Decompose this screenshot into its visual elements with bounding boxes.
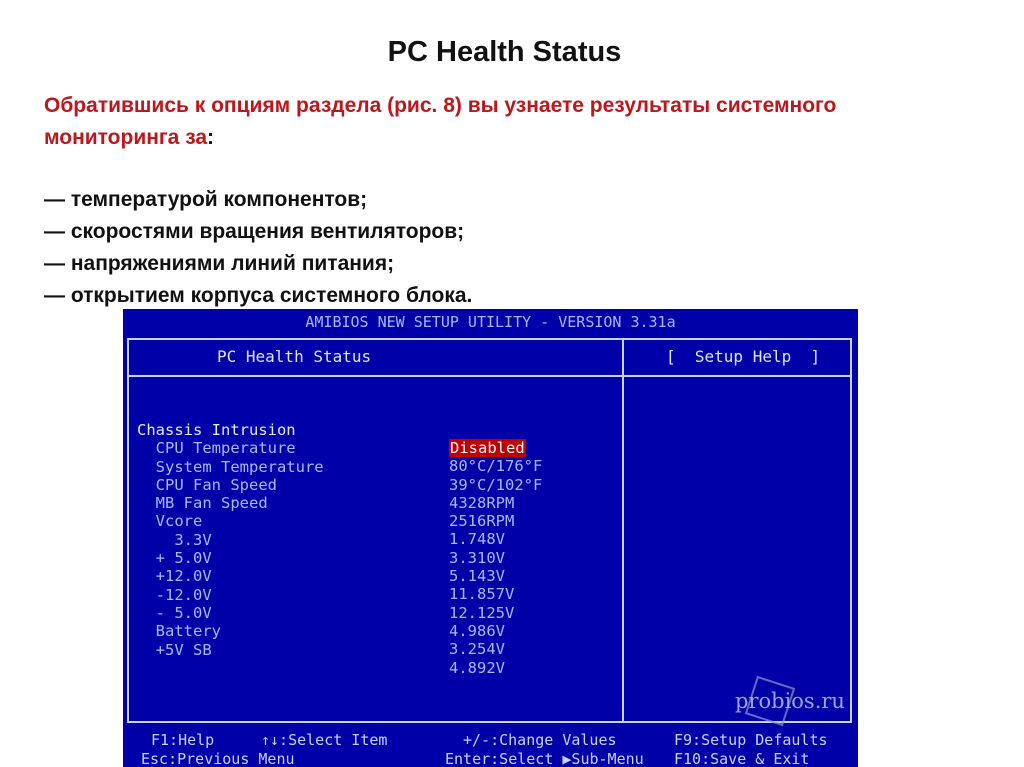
row-label: System Temperature	[137, 457, 324, 476]
sub-menu-hint: Enter:Select ▶Sub-Menu	[445, 750, 644, 767]
row-value: 4.986V	[449, 621, 505, 640]
watermark: probios.ru	[735, 689, 845, 713]
row-value: 3.310V	[449, 548, 505, 567]
row-label: Battery	[137, 622, 221, 641]
row-label: + 5.0V	[137, 549, 212, 568]
row-label: Chassis Intrusion	[137, 421, 296, 439]
bullet-item: — скоростями вращения вентиляторов;	[44, 220, 465, 243]
row-label: - 5.0V	[137, 603, 212, 622]
bullet-list	[44, 184, 472, 312]
setup-help-title: [ Setup Help ]	[666, 347, 821, 366]
bios-screen	[123, 309, 858, 767]
slide-title: PC Health Status	[387, 36, 622, 68]
row-label: +5V SB	[137, 640, 212, 659]
row-label: MB Fan Speed	[137, 494, 268, 513]
row-label: CPU Fan Speed	[137, 475, 277, 494]
f1-help-hint: F1:Help	[151, 731, 215, 749]
row-value: 80°C/176°F	[449, 457, 543, 476]
row-value: 4.892V	[449, 658, 505, 677]
setup-defaults-hint: F9:Setup Defaults	[674, 731, 828, 749]
row-value: 4328RPM	[449, 493, 515, 512]
frame-divider-horizontal	[129, 375, 850, 377]
row-label: CPU Temperature	[137, 439, 296, 458]
bullet-item: — открытием корпуса системного блока.	[44, 284, 473, 307]
save-exit-hint: F10:Save & Exit	[674, 750, 810, 767]
row-label: 3.3V	[137, 530, 212, 549]
health-rows	[137, 403, 543, 677]
row-label: Vcore	[137, 512, 203, 531]
intro-paragraph	[44, 90, 874, 154]
bullet-item: — напряжениями линий питания;	[44, 252, 395, 275]
row-label: +12.0V	[137, 567, 212, 586]
intro-red-text: Обратившись к опциям раздела (рис. 8) вы узнаете результаты системного мониторинга за	[44, 94, 837, 149]
row-value: 39°C/102°F	[449, 475, 543, 494]
row-value-selected[interactable]: Disabled	[450, 439, 525, 457]
frame-divider-vertical	[622, 340, 624, 721]
row-value: 12.125V	[449, 603, 515, 622]
bullet-item: — температурой компонентов;	[44, 188, 368, 211]
bios-header: AMIBIOS NEW SETUP UTILITY - VERSION 3.31a	[305, 313, 676, 331]
row-value: 3.254V	[449, 640, 505, 659]
row-value: 11.857V	[449, 585, 515, 604]
change-values-hint: +/-:Change Values	[463, 731, 617, 749]
select-item-hint: ↑↓:Select Item	[261, 731, 388, 749]
panel-title: PC Health Status	[217, 347, 372, 366]
row-value: 2516RPM	[449, 512, 515, 531]
intro-colon: :	[207, 126, 215, 149]
row-label: -12.0V	[137, 585, 212, 604]
row-value: 5.143V	[449, 567, 505, 586]
previous-menu-hint: Esc:Previous Menu	[141, 750, 295, 767]
row-value: 1.748V	[449, 530, 505, 549]
